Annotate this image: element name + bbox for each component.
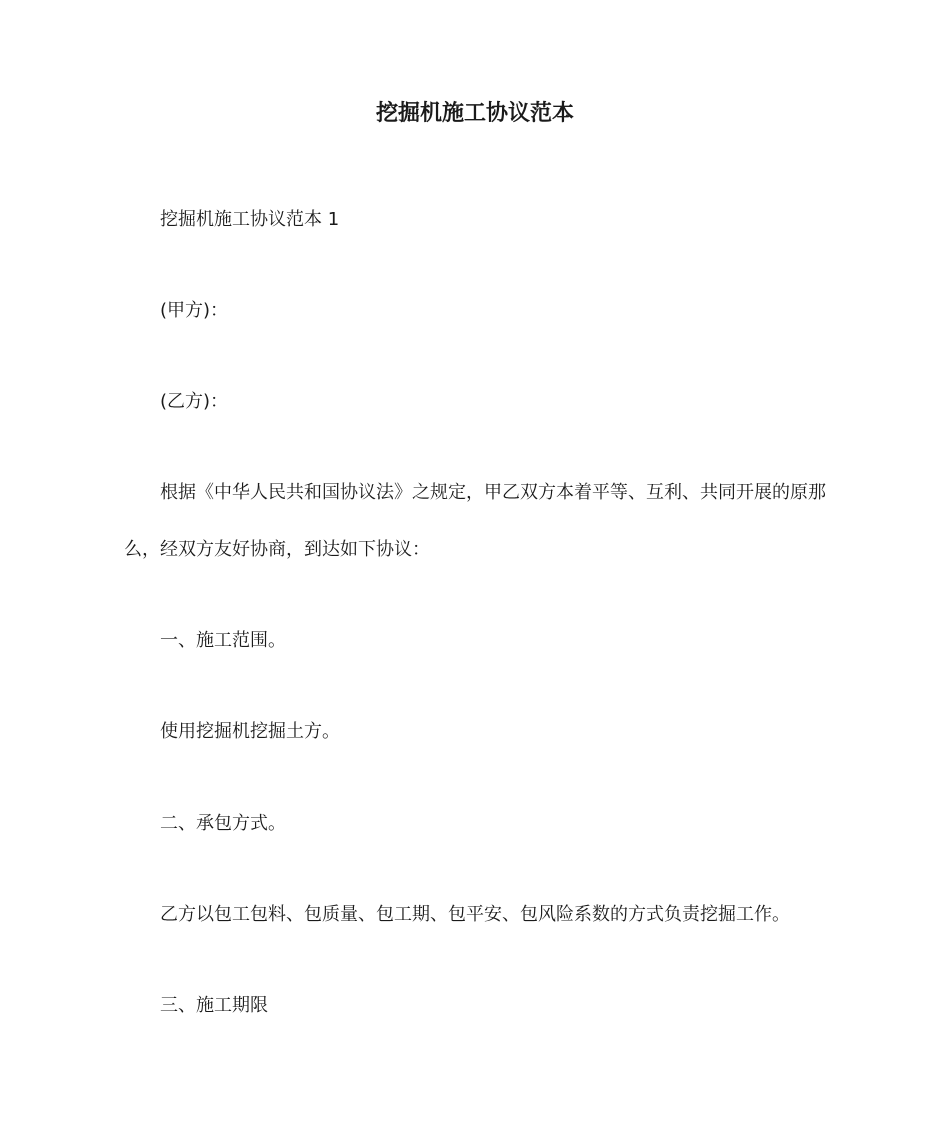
contract-heading: 挖掘机施工协议范本 1 — [160, 209, 340, 230]
scope-text: 使用挖掘机挖掘土方。 — [160, 721, 340, 742]
party-b-line: (乙方)： — [160, 391, 229, 412]
section-heading-period: 三、施工期限 — [160, 995, 268, 1016]
document-title: 挖掘机施工协议范本 — [375, 101, 574, 126]
section-heading-method: 二、承包方式。 — [160, 813, 286, 834]
section-heading-scope: 一、施工范围。 — [160, 630, 286, 651]
method-text: 乙方以包工包料、包质量、包工期、包平安、包风险系数的方式负责挖掘工作。 — [160, 904, 790, 925]
preamble-paragraph: 根据《中华人民共和国协议法》之规定，甲乙双方本着平等、互利、共同开展的原那么，经双方友好协商，到达如下协议： — [124, 482, 826, 560]
party-a-line: (甲方)： — [160, 300, 229, 321]
